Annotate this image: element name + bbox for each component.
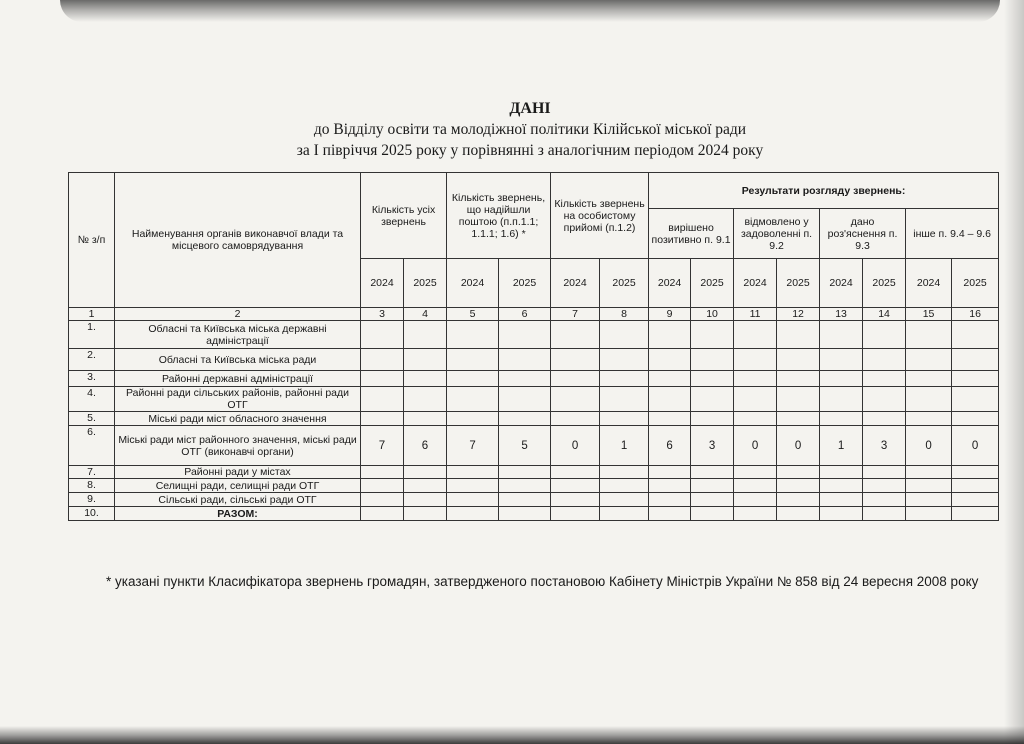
value-cell: [361, 387, 404, 412]
value-cell: [952, 479, 999, 493]
header-rejected: відмовлено у задоволенні п. 9.2: [734, 209, 820, 259]
header-positive: вирішено позитивно п. 9.1: [649, 209, 734, 259]
value-cell: [649, 371, 691, 387]
column-number: 11: [734, 308, 777, 321]
row-number: 7.: [69, 466, 115, 479]
value-cell: [906, 412, 952, 426]
year-header: 2025: [863, 259, 906, 308]
value-cell: [777, 321, 820, 349]
value-cell: 7: [361, 426, 404, 466]
value-cell: [820, 371, 863, 387]
value-cell: [820, 412, 863, 426]
value-cell: [863, 321, 906, 349]
year-header: 2024: [361, 259, 404, 308]
row-number: 3.: [69, 371, 115, 387]
value-cell: 3: [691, 426, 734, 466]
value-cell: [361, 371, 404, 387]
column-number: 2: [115, 308, 361, 321]
value-cell: [863, 349, 906, 371]
value-cell: [499, 321, 551, 349]
value-cell: [906, 507, 952, 521]
value-cell: [361, 507, 404, 521]
value-cell: [404, 371, 447, 387]
value-cell: [499, 387, 551, 412]
value-cell: [361, 466, 404, 479]
column-number: 4: [404, 308, 447, 321]
value-cell: [649, 387, 691, 412]
value-cell: [551, 371, 600, 387]
header-explained: дано роз'яснення п. 9.3: [820, 209, 906, 259]
year-header: 2024: [447, 259, 499, 308]
value-cell: [734, 412, 777, 426]
table-row: [69, 387, 999, 412]
value-cell: [952, 412, 999, 426]
value-cell: [649, 466, 691, 479]
header-personal: Кількість звернень на особистому прийомі (п.1.2): [551, 173, 649, 259]
table-row: [69, 426, 999, 466]
value-cell: [649, 321, 691, 349]
header-mail: Кількість звернень, що надійшли поштою (п.п.1.1; 1.1.1; 1.6) *: [447, 173, 551, 259]
row-name: Сільські ради, сільські ради ОТГ: [115, 493, 361, 507]
value-cell: [600, 349, 649, 371]
value-cell: [777, 507, 820, 521]
column-number: 13: [820, 308, 863, 321]
table-row: [69, 371, 999, 387]
value-cell: [820, 479, 863, 493]
value-cell: [691, 371, 734, 387]
year-header: 2025: [600, 259, 649, 308]
value-cell: [863, 479, 906, 493]
value-cell: 0: [906, 426, 952, 466]
footnote: * указані пункти Класифікатора звернень громадян, затвердженого постановою Кабінету Міністрів України № 858 від 24 вересня 2008 року: [106, 574, 979, 589]
value-cell: [404, 321, 447, 349]
value-cell: [906, 479, 952, 493]
value-cell: [691, 349, 734, 371]
value-cell: [404, 387, 447, 412]
year-header: 2025: [404, 259, 447, 308]
value-cell: 0: [734, 426, 777, 466]
value-cell: [952, 507, 999, 521]
value-cell: [952, 349, 999, 371]
row-name: Міські ради міст районного значення, міські ради ОТГ (виконавчі органи): [115, 426, 361, 466]
value-cell: [649, 349, 691, 371]
value-cell: [777, 412, 820, 426]
year-header: 2025: [777, 259, 820, 308]
value-cell: [734, 466, 777, 479]
value-cell: [820, 321, 863, 349]
value-cell: [404, 507, 447, 521]
value-cell: [404, 479, 447, 493]
column-number: 6: [499, 308, 551, 321]
value-cell: 7: [447, 426, 499, 466]
table-body: [69, 321, 999, 521]
column-number: 9: [649, 308, 691, 321]
value-cell: [952, 387, 999, 412]
value-cell: [863, 507, 906, 521]
value-cell: [600, 493, 649, 507]
column-number: 15: [906, 308, 952, 321]
value-cell: [361, 493, 404, 507]
value-cell: [906, 466, 952, 479]
value-cell: [447, 493, 499, 507]
column-number: 10: [691, 308, 734, 321]
value-cell: [361, 412, 404, 426]
value-cell: [499, 466, 551, 479]
value-cell: [499, 493, 551, 507]
year-header: 2024: [906, 259, 952, 308]
value-cell: [691, 387, 734, 412]
column-number: 1: [69, 308, 115, 321]
year-header: 2024: [649, 259, 691, 308]
value-cell: [820, 387, 863, 412]
value-cell: [906, 387, 952, 412]
value-cell: [499, 479, 551, 493]
value-cell: [600, 321, 649, 349]
value-cell: [691, 412, 734, 426]
value-cell: [777, 387, 820, 412]
header-num: № з/п: [69, 173, 115, 308]
row-name: Районні ради у містах: [115, 466, 361, 479]
row-name: Обласні та Київська міська ради: [115, 349, 361, 371]
document-title: ДАНІ: [509, 100, 551, 117]
value-cell: [600, 387, 649, 412]
value-cell: [777, 493, 820, 507]
row-name: Селищні ради, селищні ради ОТГ: [115, 479, 361, 493]
value-cell: [551, 321, 600, 349]
value-cell: [551, 493, 600, 507]
value-cell: [906, 349, 952, 371]
value-cell: [863, 466, 906, 479]
value-cell: [649, 412, 691, 426]
value-cell: [691, 479, 734, 493]
value-cell: [551, 479, 600, 493]
value-cell: [734, 479, 777, 493]
value-cell: [600, 466, 649, 479]
row-name: Районні державні адміністрації: [115, 371, 361, 387]
value-cell: 1: [600, 426, 649, 466]
value-cell: [404, 493, 447, 507]
header-name: Найменування органів виконавчої влади та місцевого самоврядування: [115, 173, 361, 308]
value-cell: [447, 466, 499, 479]
value-cell: [447, 321, 499, 349]
value-cell: [551, 466, 600, 479]
value-cell: [447, 387, 499, 412]
row-number: 5.: [69, 412, 115, 426]
value-cell: [952, 493, 999, 507]
row-number: 1.: [69, 321, 115, 349]
value-cell: [404, 349, 447, 371]
table-row: [69, 479, 999, 493]
value-cell: [734, 321, 777, 349]
value-cell: [952, 371, 999, 387]
value-cell: [952, 321, 999, 349]
value-cell: [649, 507, 691, 521]
header-results: Результати розгляду звернень:: [649, 173, 999, 209]
value-cell: [734, 349, 777, 371]
table-row: [69, 412, 999, 426]
table-row: [69, 321, 999, 349]
value-cell: [499, 507, 551, 521]
value-cell: 0: [952, 426, 999, 466]
value-cell: [863, 371, 906, 387]
value-cell: [863, 387, 906, 412]
column-number: 12: [777, 308, 820, 321]
value-cell: [691, 466, 734, 479]
row-number: 2.: [69, 349, 115, 371]
header-total: Кількість усіх звернень: [361, 173, 447, 259]
column-number: 3: [361, 308, 404, 321]
column-number: 16: [952, 308, 999, 321]
row-number: 9.: [69, 493, 115, 507]
value-cell: 0: [551, 426, 600, 466]
appeals-table: [68, 172, 999, 521]
table-row: [69, 349, 999, 371]
row-name: РАЗОМ:: [115, 507, 361, 521]
table-row: [69, 493, 999, 507]
value-cell: [447, 479, 499, 493]
column-number: 14: [863, 308, 906, 321]
year-header: 2025: [499, 259, 551, 308]
row-name: Районні ради сільських районів, районні ради ОТГ: [115, 387, 361, 412]
year-header: 2024: [734, 259, 777, 308]
value-cell: [361, 479, 404, 493]
document-subtitle-line-1: до Відділу освіти та молодіжної політики Кілійської міської ради: [313, 121, 747, 138]
value-cell: [499, 349, 551, 371]
scan-shadow-top: [60, 0, 1000, 22]
value-cell: [952, 466, 999, 479]
year-header: 2024: [820, 259, 863, 308]
value-cell: [361, 321, 404, 349]
column-number-row: [69, 308, 999, 321]
value-cell: [863, 493, 906, 507]
value-cell: 0: [777, 426, 820, 466]
value-cell: 1: [820, 426, 863, 466]
value-cell: [404, 466, 447, 479]
value-cell: [906, 493, 952, 507]
value-cell: [691, 507, 734, 521]
year-header: 2025: [691, 259, 734, 308]
value-cell: [649, 479, 691, 493]
row-name: Міські ради міст обласного значення: [115, 412, 361, 426]
column-number: 8: [600, 308, 649, 321]
value-cell: [361, 349, 404, 371]
value-cell: [551, 387, 600, 412]
row-name: Обласні та Київська міська державні адміністрації: [115, 321, 361, 349]
value-cell: [551, 507, 600, 521]
value-cell: [906, 321, 952, 349]
value-cell: [649, 493, 691, 507]
header-other: інше п. 9.4 – 9.6: [906, 209, 999, 259]
column-number: 5: [447, 308, 499, 321]
value-cell: [499, 371, 551, 387]
value-cell: [551, 349, 600, 371]
value-cell: 6: [649, 426, 691, 466]
year-header: 2024: [551, 259, 600, 308]
table-row: [69, 507, 999, 521]
value-cell: [777, 466, 820, 479]
value-cell: [820, 466, 863, 479]
value-cell: [691, 321, 734, 349]
value-cell: [551, 412, 600, 426]
value-cell: [447, 371, 499, 387]
value-cell: [777, 349, 820, 371]
value-cell: [820, 493, 863, 507]
value-cell: [691, 493, 734, 507]
value-cell: 5: [499, 426, 551, 466]
row-number: 6.: [69, 426, 115, 466]
value-cell: [447, 507, 499, 521]
value-cell: [820, 349, 863, 371]
column-number: 7: [551, 308, 600, 321]
table-row: [69, 466, 999, 479]
value-cell: [734, 387, 777, 412]
value-cell: [734, 493, 777, 507]
value-cell: 3: [863, 426, 906, 466]
value-cell: [600, 479, 649, 493]
row-number: 4.: [69, 387, 115, 412]
value-cell: [863, 412, 906, 426]
scan-shadow-bottom: [0, 726, 1024, 744]
value-cell: [734, 371, 777, 387]
year-header: 2025: [952, 259, 999, 308]
row-number: 8.: [69, 479, 115, 493]
document-heading: [0, 98, 1024, 161]
value-cell: [777, 479, 820, 493]
value-cell: [734, 507, 777, 521]
value-cell: [906, 371, 952, 387]
value-cell: [820, 507, 863, 521]
value-cell: 6: [404, 426, 447, 466]
value-cell: [447, 349, 499, 371]
value-cell: [447, 412, 499, 426]
value-cell: [777, 371, 820, 387]
row-number: 10.: [69, 507, 115, 521]
value-cell: [404, 412, 447, 426]
value-cell: [600, 412, 649, 426]
value-cell: [600, 371, 649, 387]
document-subtitle-line-2: за І півріччя 2025 року у порівнянні з аналогічним періодом 2024 року: [296, 142, 764, 159]
value-cell: [499, 412, 551, 426]
value-cell: [600, 507, 649, 521]
